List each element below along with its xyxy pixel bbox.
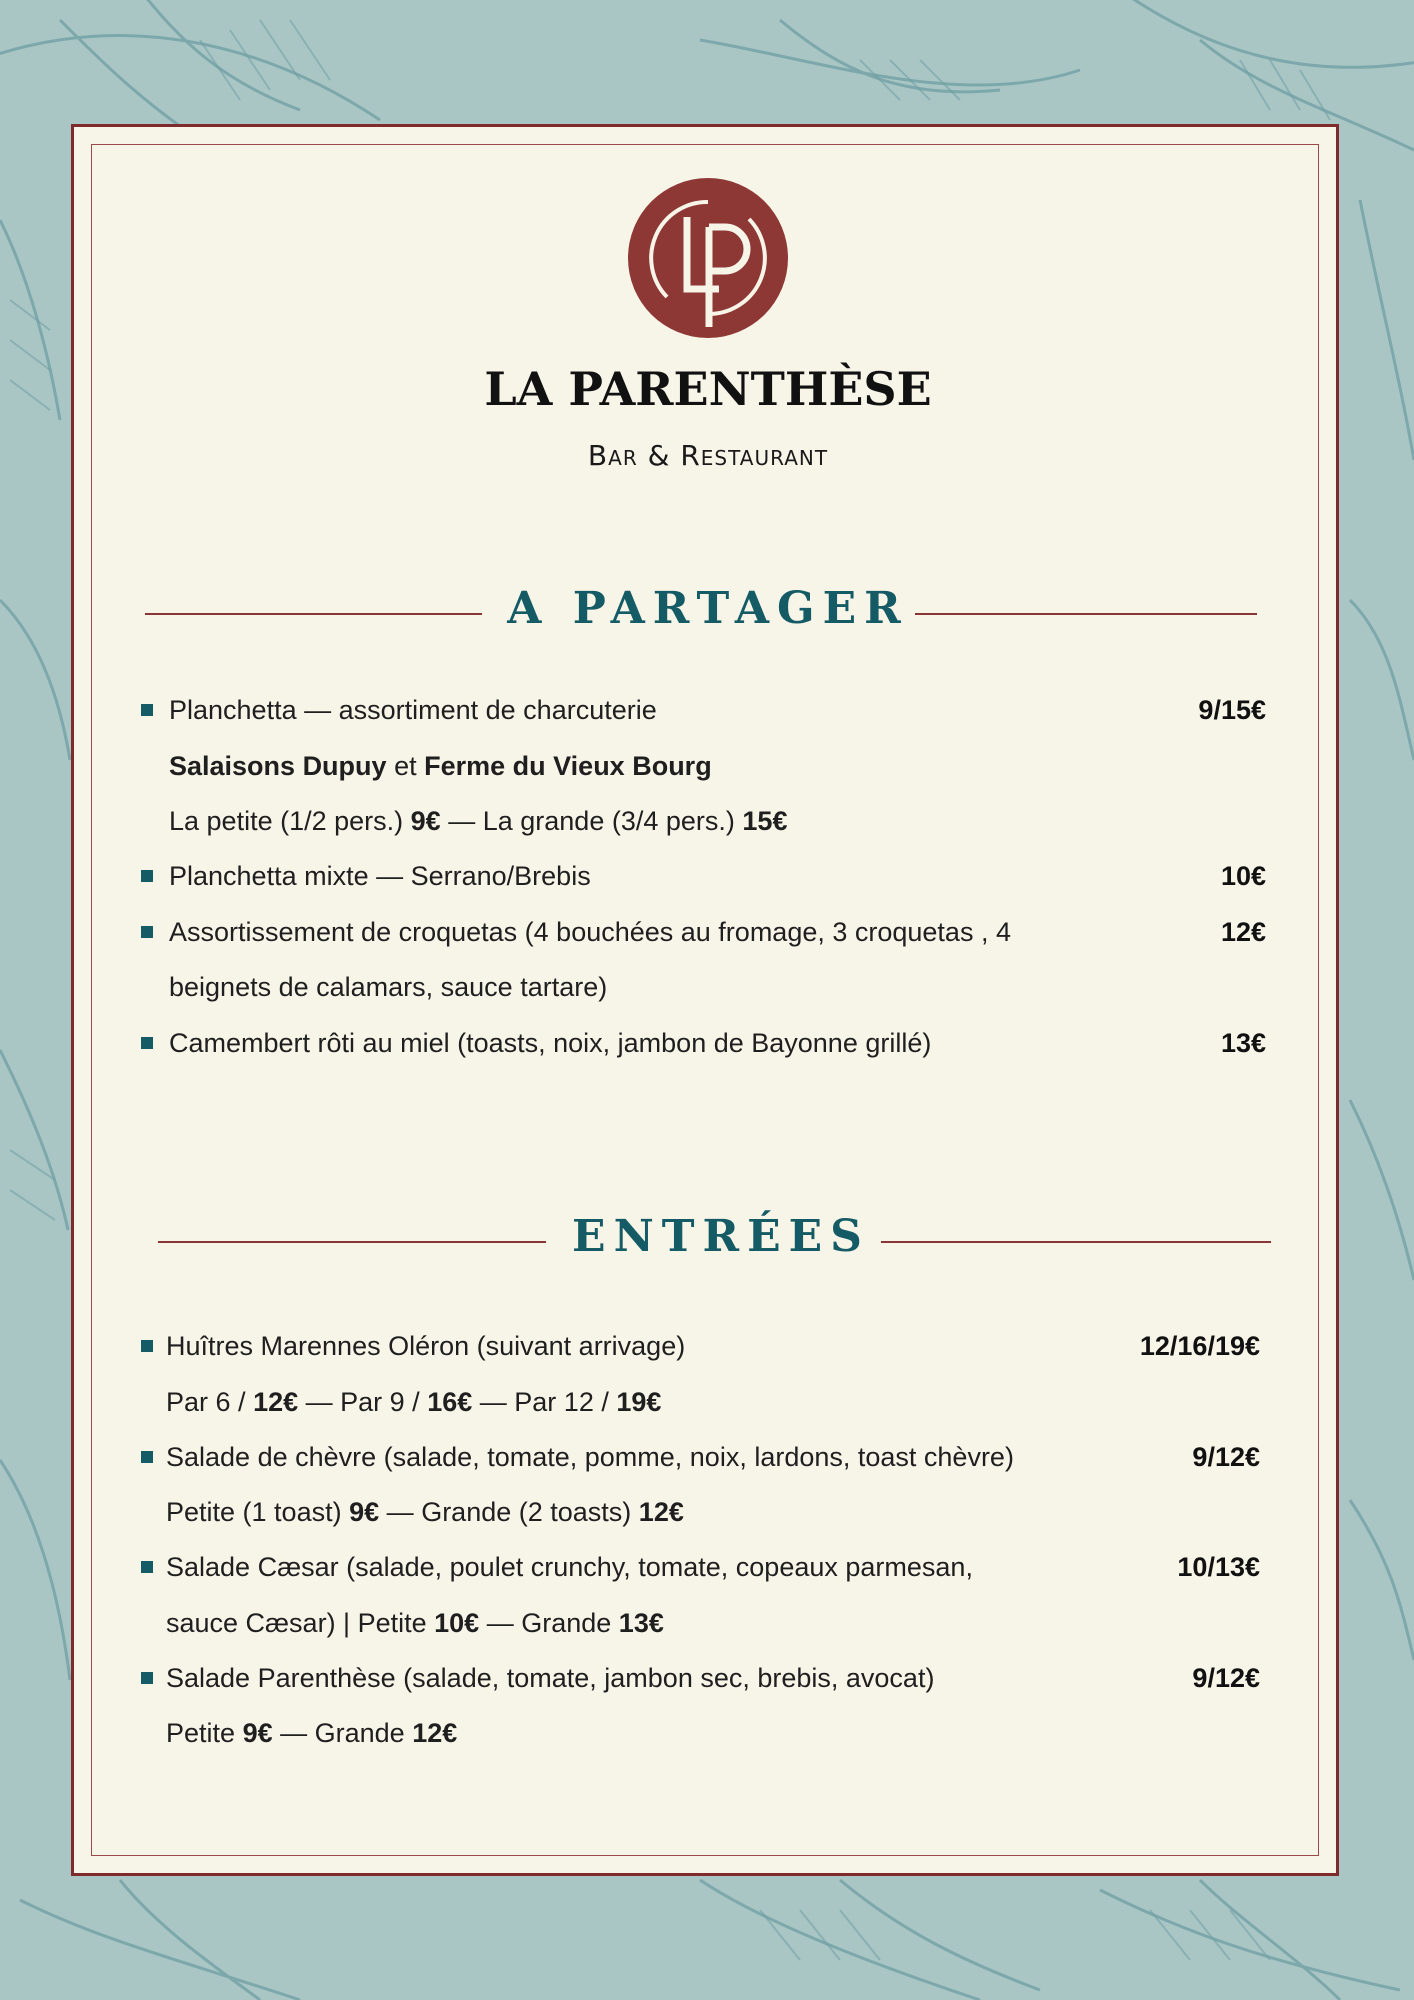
option-price: 12€	[412, 1718, 458, 1748]
option-label: Petite (1 toast)	[166, 1497, 342, 1527]
divider-right	[881, 1241, 1271, 1243]
item-huitres-options	[166, 1374, 661, 1430]
supplier-name: Salaisons Dupuy	[169, 751, 387, 781]
separator: —	[280, 1718, 308, 1748]
item-salade-caesar: Salade Cæsar (salade, poulet crunchy, tomate, copeaux parmesan,	[166, 1552, 973, 1582]
section-title: A PARTAGER	[507, 583, 909, 634]
separator: —	[448, 806, 476, 836]
item-croquetas-cont: beignets de calamars, sauce tartare)	[169, 972, 608, 1002]
bullet-icon	[141, 1340, 153, 1352]
option-label: — Par 12 /	[479, 1387, 609, 1417]
section-title: ENTRÉES	[572, 1211, 870, 1262]
item-huitres: Huîtres Marennes Oléron (suivant arrivage)	[166, 1331, 686, 1361]
item-price: 10/13€	[1177, 1552, 1260, 1582]
size-price: 9€	[410, 806, 441, 836]
option-label: Grande (2 toasts)	[421, 1497, 632, 1527]
item-price: 13€	[1220, 1028, 1266, 1058]
bullet-icon	[141, 870, 153, 882]
option-price: 12€	[253, 1387, 299, 1417]
bullet-icon	[141, 1451, 153, 1463]
option-label: — Par 9 /	[305, 1387, 420, 1417]
bullet-icon	[141, 926, 153, 938]
item-caesar-options	[166, 1595, 664, 1651]
item-price: 12/16/19€	[1139, 1331, 1260, 1361]
bullet-icon	[141, 1561, 153, 1573]
section-header-entrees	[74, 1211, 1342, 1271]
divider-right	[915, 613, 1257, 615]
option-label: Grande	[314, 1718, 405, 1748]
supplier-name: Ferme du Vieux Bourg	[424, 751, 712, 781]
item-price: 9/12€	[1192, 1442, 1260, 1472]
option-label: sauce Cæsar) | Petite	[166, 1608, 427, 1638]
option-label: Petite	[166, 1718, 236, 1748]
option-price: 9€	[242, 1718, 273, 1748]
item-camembert: Camembert rôti au miel (toasts, noix, jambon de Bayonne grillé)	[169, 1028, 932, 1058]
bullet-icon	[141, 1037, 153, 1049]
bullet-icon	[141, 704, 153, 716]
section-header-partager	[74, 583, 1342, 643]
item-price: 12€	[1220, 917, 1266, 947]
item-suppliers	[169, 738, 712, 794]
option-price: 12€	[638, 1497, 684, 1527]
separator: —	[386, 1497, 414, 1527]
item-salade-chevre: Salade de chèvre (salade, tomate, pomme, noix, lardons, toast chèvre)	[166, 1442, 1014, 1472]
item-chevre-options	[166, 1484, 684, 1540]
conjunction: et	[394, 751, 417, 781]
option-price: 13€	[618, 1608, 664, 1638]
bullet-icon	[141, 1672, 153, 1684]
option-label: Par 6 /	[166, 1387, 246, 1417]
restaurant-name: LA PARENTHÈSE	[484, 362, 932, 416]
size-price: 15€	[742, 806, 788, 836]
option-label: — Grande	[486, 1608, 612, 1638]
item-planchetta: Planchetta — assortiment de charcuterie	[169, 695, 657, 725]
item-price: 9/12€	[1192, 1663, 1260, 1693]
size-label: La petite (1/2 pers.)	[169, 806, 404, 836]
item-price: 10€	[1220, 861, 1266, 891]
option-price: 19€	[616, 1387, 662, 1417]
menu-card	[71, 124, 1339, 1876]
option-price: 10€	[434, 1608, 480, 1638]
item-croquetas: Assortissement de croquetas (4 bouchées au fromage, 3 croquetas , 4	[169, 917, 1011, 947]
item-price: 9/15€	[1198, 695, 1266, 725]
size-label: La grande (3/4 pers.)	[482, 806, 735, 836]
restaurant-logo	[627, 177, 789, 339]
option-price: 9€	[349, 1497, 380, 1527]
item-sizes	[169, 793, 787, 849]
option-price: 16€	[427, 1387, 473, 1417]
restaurant-subtitle: Bar & Restaurant	[587, 439, 829, 472]
item-salade-parenthese: Salade Parenthèse (salade, tomate, jambon sec, brebis, avocat)	[166, 1663, 935, 1693]
item-parenthese-options	[166, 1705, 457, 1761]
item-planchetta-mixte: Planchetta mixte — Serrano/Brebis	[169, 861, 591, 891]
